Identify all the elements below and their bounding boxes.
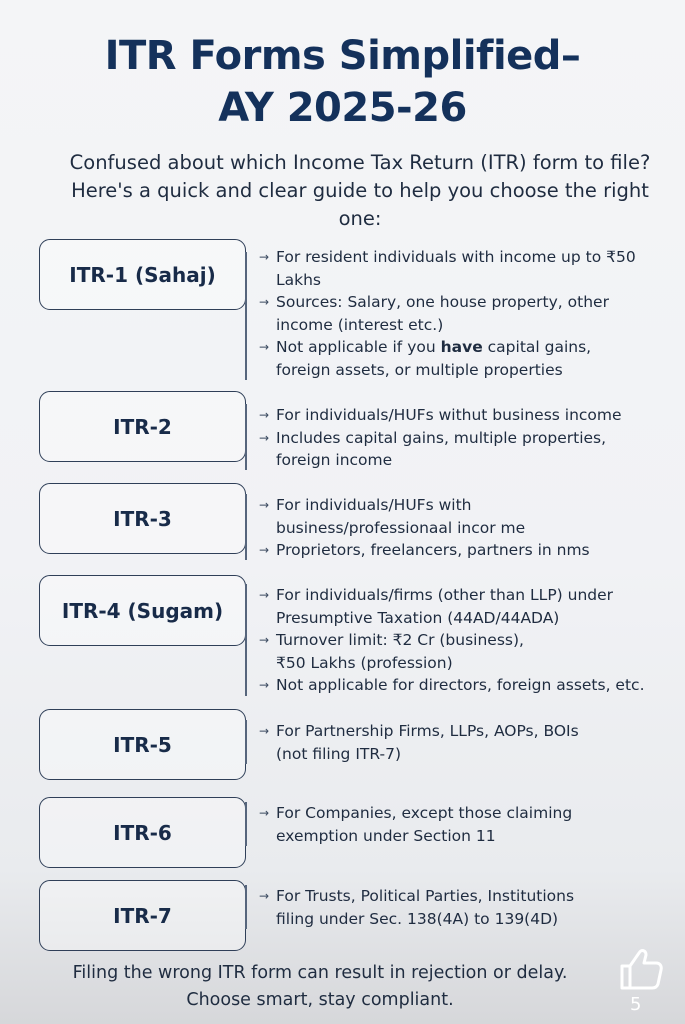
form-box-itr-7: [39, 880, 246, 951]
form-name-itr-7: ITR-7: [113, 903, 172, 928]
connector-itr-7: [245, 885, 247, 929]
arrow-right-icon: →: [259, 724, 270, 738]
bullet-item: → For individuals/HUFs with business/professionaal incor me: [259, 496, 526, 537]
arrow-right-icon: →: [259, 430, 270, 445]
arrow-right-icon: →: [259, 498, 270, 512]
title-line-1: ITR Forms Simplified–: [104, 33, 581, 79]
footer-text: [0, 960, 640, 1014]
bullet-item: → Not applicable if you have capital gains, foreign assets, or multiple properties: [259, 338, 592, 379]
arrow-right-icon: →: [259, 543, 270, 557]
form-name-itr-1: ITR-1 (Sahaj): [69, 262, 216, 287]
form-name-itr-2: ITR-2: [113, 414, 172, 439]
form-name-itr-5: ITR-5: [113, 732, 172, 757]
intro-line-1: Confused about which Income Tax Return (ITR) form to file?: [69, 151, 651, 174]
intro-line-2: Here's a quick and clear guide to help you choose the right: [71, 179, 649, 202]
form-name-itr-6: ITR-6: [113, 820, 172, 845]
details-itr-2: [259, 404, 669, 472]
bullet-item: → For individuals/HUFs withut business income: [259, 404, 669, 427]
arrow-right-icon: →: [259, 889, 270, 903]
bullet-item: → For Trusts, Political Parties, Institutions filing under Sec. 138(4A) to 139(4D): [259, 887, 575, 928]
intro-text: [50, 149, 670, 233]
form-box-itr-5: [39, 709, 246, 780]
arrow-right-icon: →: [259, 633, 270, 647]
connector-itr-6: [245, 802, 247, 846]
arrow-right-icon: →: [259, 806, 270, 820]
thumbs-up-icon[interactable]: [616, 944, 666, 994]
footer-line-1: Filing the wrong ITR form can result in rejection or delay.: [72, 963, 568, 983]
arrow-right-icon: →: [259, 295, 270, 309]
form-box-itr-6: [39, 797, 246, 868]
details-itr-4: [259, 584, 669, 697]
connector-itr-1: [245, 252, 247, 380]
bullet-item: → Turnover limit: ₹2 Cr (business), ₹50 Lakhs (profession): [259, 631, 524, 672]
connector-itr-2: [245, 404, 247, 470]
form-box-itr-2: [39, 391, 246, 462]
connector-itr-4: [245, 584, 247, 696]
details-itr-6: [259, 802, 669, 847]
bullet-item: → For Companies, except those claiming exemption under Section 11: [259, 804, 573, 845]
form-box-itr-3: [39, 483, 246, 554]
arrow-right-icon: →: [259, 678, 270, 692]
bullet-item: → Proprietors, freelancers, partners in nms: [259, 539, 669, 562]
details-itr-7: [259, 885, 669, 930]
bullet-item: → Includes capital gains, multiple properties, foreign income: [259, 428, 607, 469]
bullet-item: → For Partnership Firms, LLPs, AOPs, BOIs (not filing ITR-7): [259, 722, 579, 763]
arrow-right-icon: →: [259, 250, 270, 264]
like-count: 5: [630, 994, 642, 1015]
page-title: [0, 30, 685, 134]
connector-itr-5: [245, 720, 247, 764]
bullet-item: → For resident individuals with income up to ₹50 Lakhs: [259, 248, 636, 289]
footer-line-2: Choose smart, stay compliant.: [186, 990, 454, 1010]
details-itr-3: [259, 494, 669, 562]
arrow-right-icon: →: [259, 408, 270, 422]
form-box-itr-1: [39, 239, 246, 310]
arrow-right-icon: →: [259, 340, 270, 354]
bullet-item: → For individuals/firms (other than LLP) under Presumptive Taxation (44AD/44ADA): [259, 586, 614, 627]
intro-line-3: one:: [338, 207, 382, 230]
form-box-itr-4: [39, 575, 246, 646]
form-name-itr-3: ITR-3: [113, 506, 172, 531]
details-itr-1: [259, 246, 669, 381]
form-name-itr-4: ITR-4 (Sugam): [61, 598, 224, 623]
connector-itr-3: [245, 494, 247, 560]
bullet-item: → Sources: Salary, one house property, other income (interest etc.): [259, 293, 609, 334]
arrow-right-icon: →: [259, 588, 270, 602]
bullet-item: → Not applicable for directors, foreign assets, etc.: [259, 674, 669, 697]
details-itr-5: [259, 720, 669, 765]
title-line-2: AY 2025-26: [218, 85, 467, 131]
